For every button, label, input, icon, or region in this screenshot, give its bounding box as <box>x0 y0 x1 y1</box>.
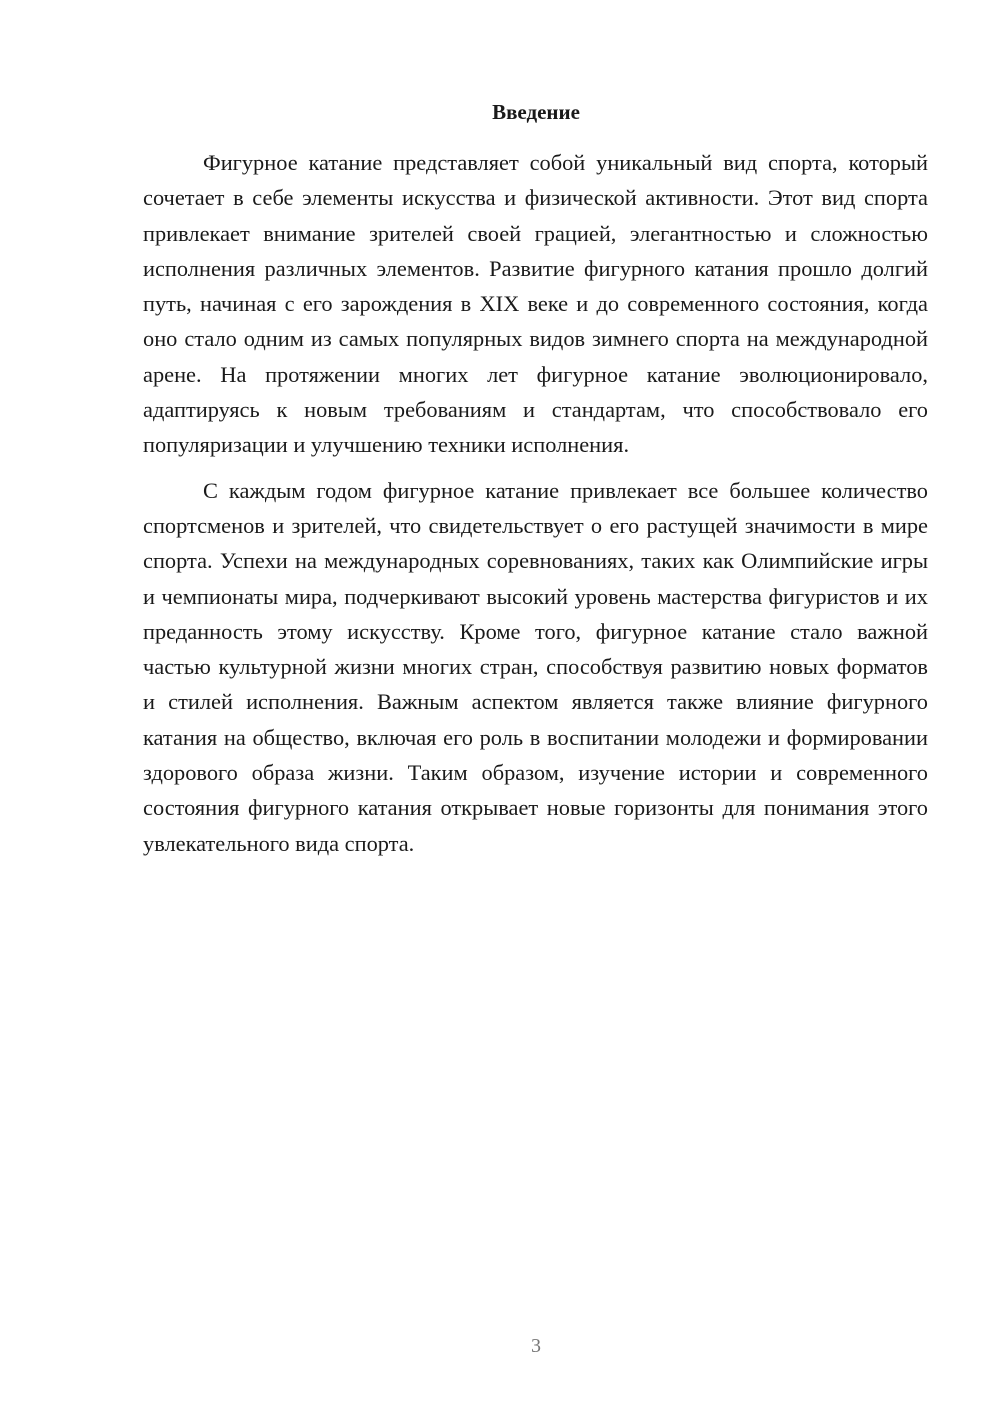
page-number: 3 <box>531 1335 541 1357</box>
body-text <box>143 145 928 861</box>
paragraph: С каждым годом фигурное катание привлекает все большее количество спортсменов и зрителей, что свидетельствует о его растущей значимости в мире спорта. Успехи на международных соревнованиях, таких как Олимпийские игры и чемпионаты мира, подчеркивают высокий уровень мастерства фигуристов и их преданность этому искусству. Кроме того, фигурное катание стало важной частью культурной жизни многих стран, способствуя развитию новых форматов и стилей исполнения. Важным аспектом является также влияние фигурного катания на общество, включая его роль в воспитании молодежи и формировании здорового образа жизни. Таким образом, изучение истории и современного состояния фигурного катания открывает новые горизонты для понимания этого увлекательного вида спорта. <box>143 477 928 856</box>
section-title: Введение <box>492 100 580 124</box>
paragraph: Фигурное катание представляет собой уникальный вид спорта, который сочетает в себе элементы искусства и физической активности. Этот вид спорта привлекает внимание зрителей своей грацией, элегантностью и сложностью исполнения различных элементов. Развитие фигурного катания прошло долгий путь, начиная с его зарождения в XIX веке и до современного состояния, когда оно стало одним из самых популярных видов зимнего спорта на международной арене. На протяжении многих лет фигурное катание эволюционировало, адаптируясь к новым требованиям и стандартам, что способствовало его популяризации и улучшению техники исполнения. <box>143 150 928 458</box>
